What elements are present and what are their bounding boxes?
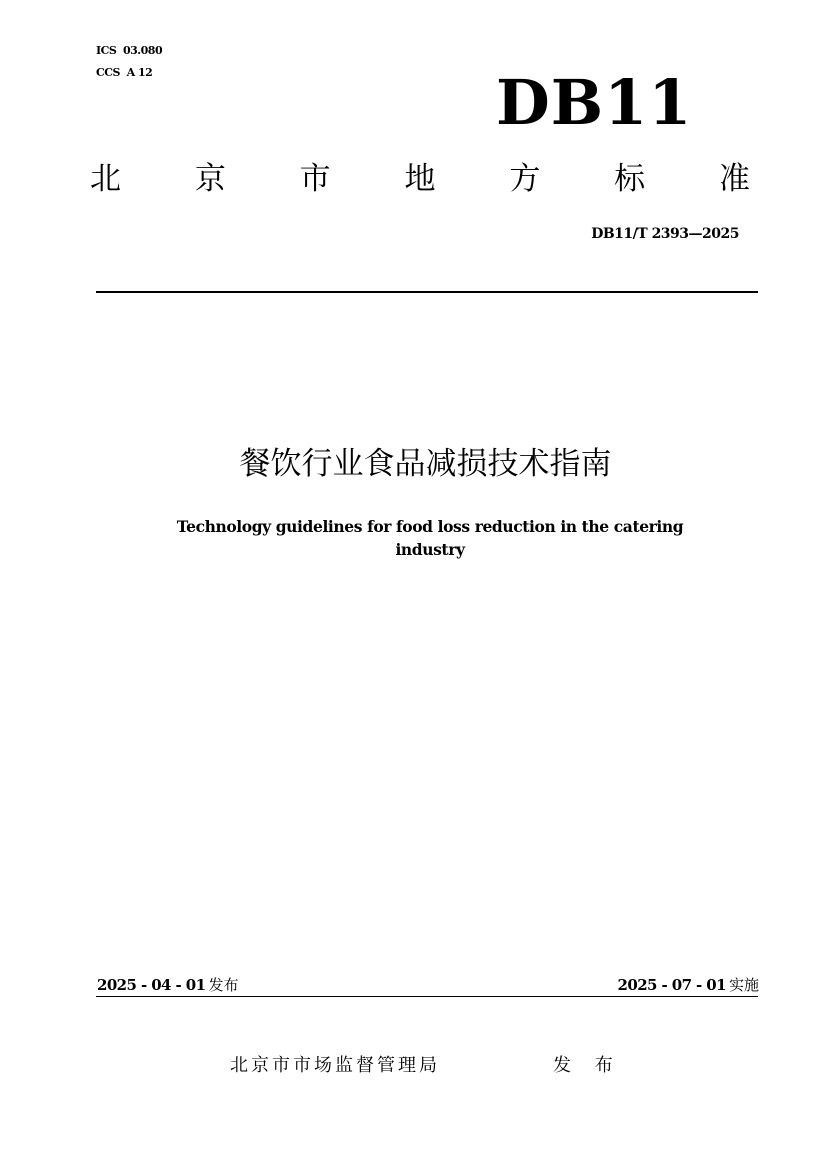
standard-mark: DB11 [496, 66, 693, 139]
standard-type-char: 市 [299, 161, 331, 197]
standard-type-heading [90, 158, 750, 200]
standard-type-char: 方 [509, 161, 541, 197]
document-title-chinese: 餐饮行业食品减损技术指南 [239, 446, 612, 482]
implementation-date: 2025 - 07 - 01 [617, 976, 726, 994]
implementation-date-block [618, 974, 759, 996]
ics-code: ICS 03.080 [96, 44, 163, 57]
standard-type-char: 标 [614, 161, 646, 197]
ccs-code: CCS A 12 [96, 66, 153, 79]
publish-label: 发 布 [553, 1055, 622, 1076]
english-title-line: Technology guidelines for food loss reduction in the catering [176, 517, 684, 536]
release-date: 2025 - 04 - 01 [97, 976, 206, 994]
header-divider [96, 291, 758, 293]
standard-type-char: 北 [90, 161, 121, 197]
standard-type-char: 地 [404, 161, 436, 197]
release-label: 发布 [208, 976, 239, 994]
footer-divider [96, 996, 758, 997]
implementation-label: 实施 [728, 976, 759, 994]
english-title-line: industry [395, 540, 465, 559]
release-date-block [97, 974, 238, 996]
publisher-name: 北京市市场监督管理局 [230, 1055, 440, 1076]
classification-codes [96, 40, 162, 84]
standard-number: DB11/T 2393—2025 [591, 226, 739, 242]
document-title-english [110, 515, 750, 561]
standard-type-char: 京 [194, 161, 226, 197]
standard-type-char: 准 [718, 161, 750, 197]
